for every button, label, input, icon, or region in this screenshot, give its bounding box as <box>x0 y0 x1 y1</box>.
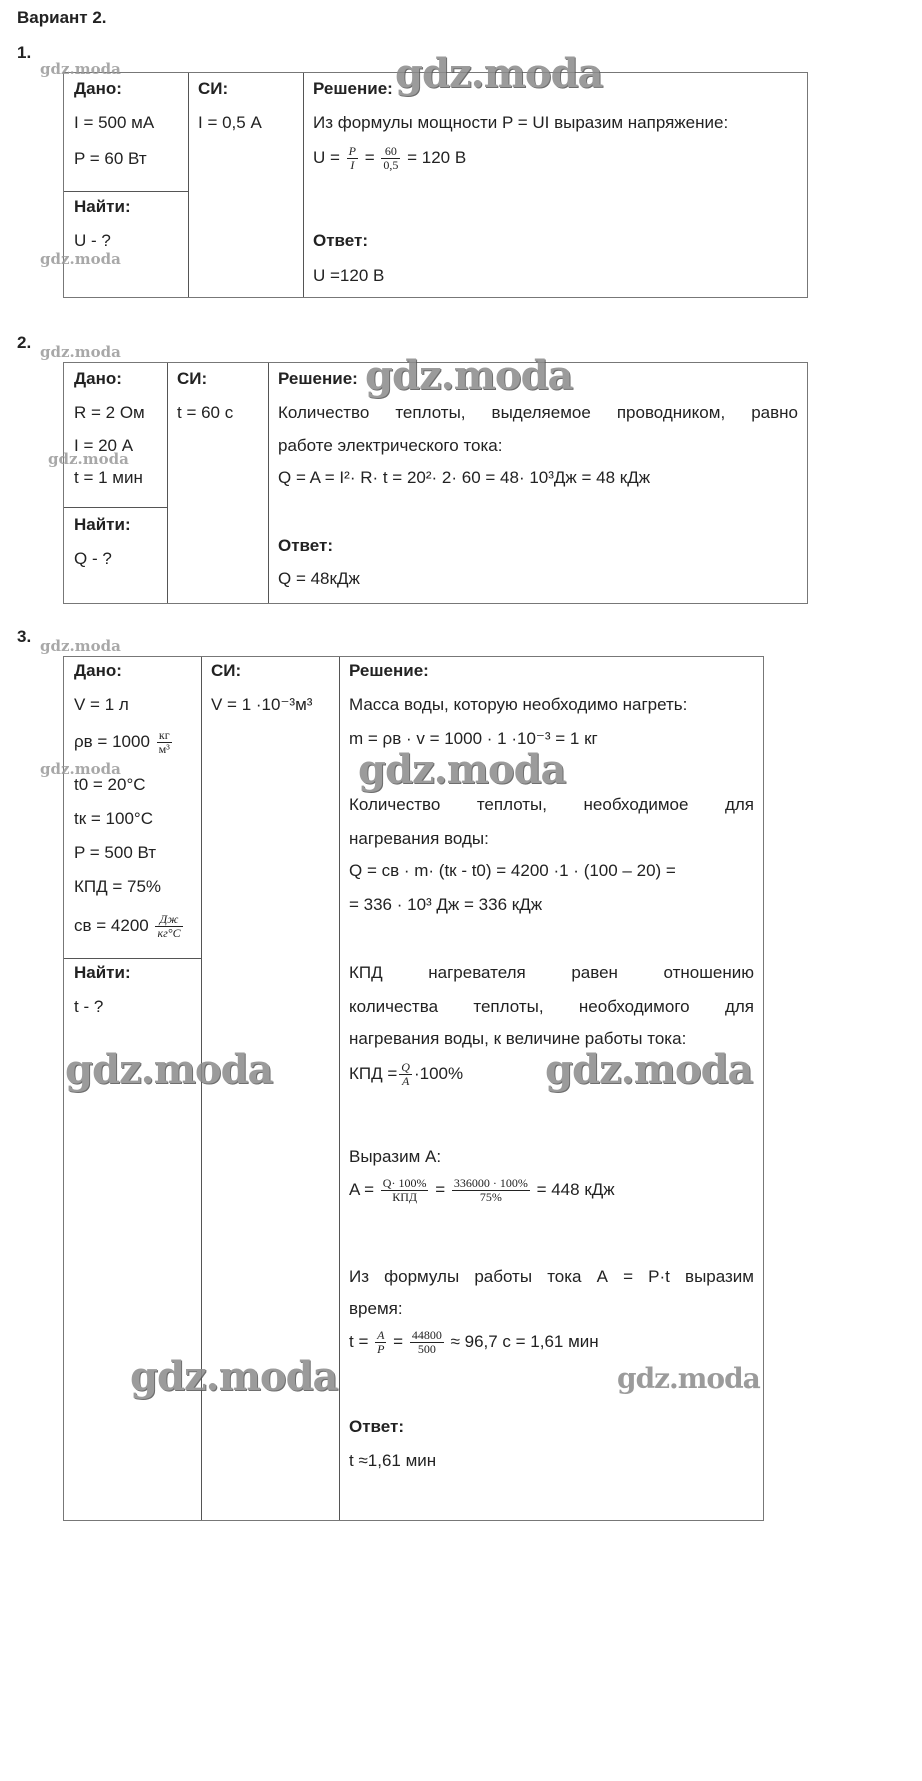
answer-heading: Ответ: <box>349 1417 404 1436</box>
page-title: Вариант 2. <box>17 8 107 27</box>
formula: U = $\frac{P}{I}$ = $\frac{60}{0,5}$ = 120 В <box>313 144 467 172</box>
watermark: gdz.moda <box>358 746 566 793</box>
solution-text: Масса воды, которую необходимо нагреть: <box>349 695 688 714</box>
answer-heading: Ответ: <box>313 231 368 250</box>
watermark: gdz.moda <box>48 450 129 468</box>
watermark: gdz.moda <box>617 1362 760 1395</box>
given-item: P = 500 Вт <box>74 843 157 862</box>
given-item: tк = 100°C <box>74 809 153 828</box>
solution-text: время: <box>349 1299 403 1318</box>
si-heading: СИ: <box>211 661 242 680</box>
given-item: t = 1 мин <box>74 468 143 487</box>
solution-text: нагревания воды, к величине работы тока: <box>349 1029 687 1048</box>
given-item: КПД = 75% <box>74 877 162 896</box>
solution-text: Количество теплоты, выделяемое проводником, равно <box>278 403 798 422</box>
given-item: I = 20 А <box>74 436 134 455</box>
watermark: gdz.moda <box>130 1353 338 1400</box>
given-item: cв = 4200 $\frac{Дж}{кг^\circ C}$ <box>74 912 181 940</box>
given-heading: Дано: <box>74 79 122 98</box>
solution-text: работе электрического тока: <box>278 436 503 455</box>
si-item: t = 60 с <box>177 403 234 422</box>
given-item: V = 1 л <box>74 695 129 714</box>
si-item: V = 1 ·10⁻³м³ <box>211 695 313 714</box>
answer: U =120 В <box>313 266 385 285</box>
formula: m = ρв · v = 1000 · 1 ·10⁻³ = 1 кг <box>349 729 598 748</box>
given-item: P = 60 Вт <box>74 149 147 168</box>
watermark: gdz.moda <box>395 50 603 97</box>
answer: Q = 48кДж <box>278 569 360 588</box>
formula: КПД = $\frac{Q}{A}$ ·100% <box>349 1060 464 1088</box>
given-heading: Дано: <box>74 369 122 388</box>
given-item: I = 500 мА <box>74 113 155 132</box>
si-item: I = 0,5 А <box>198 113 262 132</box>
solution-heading: Решение: <box>313 79 393 98</box>
solution-heading: Решение: <box>349 661 429 680</box>
watermark: gdz.moda <box>40 60 121 78</box>
find-item: Q - ? <box>74 549 112 568</box>
given-heading: Дано: <box>74 661 122 680</box>
given-item: R = 2 Ом <box>74 403 145 422</box>
find-item: t - ? <box>74 997 104 1016</box>
solution-text: Из формулы работы тока А = P·t выразим <box>349 1267 754 1286</box>
watermark: gdz.moda <box>365 352 573 399</box>
formula: t = $\frac{A}{P}$ = $\frac{44800}{500}$ ≈ 96,7 с = 1,61 мин <box>349 1328 599 1356</box>
formula: = 336 · 10³ Дж = 336 кДж <box>349 895 543 914</box>
problem-number: 3. <box>17 627 32 646</box>
find-heading: Найти: <box>74 963 131 982</box>
watermark: gdz.moda <box>545 1046 753 1093</box>
watermark: gdz.moda <box>40 250 121 268</box>
solution-text: количества теплоты, необходимого для <box>349 997 754 1016</box>
answer-heading: Ответ: <box>278 536 333 555</box>
problem-number: 2. <box>17 333 32 352</box>
problem-number: 1. <box>17 43 32 62</box>
solution-heading: Решение: <box>278 369 358 388</box>
solution-text: нагревания воды: <box>349 829 489 848</box>
solution-text: Из формулы мощности P = UI выразим напряжение: <box>313 113 729 132</box>
watermark: gdz.moda <box>65 1046 273 1093</box>
find-heading: Найти: <box>74 515 131 534</box>
given-item: t0 = 20°C <box>74 775 146 794</box>
solution-text: Количество теплоты, необходимое для <box>349 795 754 814</box>
watermark: gdz.moda <box>40 637 121 655</box>
formula: A = $\frac{Q\cdot 100\%}{\text{КПД}}$ = $\frac{336000 \cdot 100\%}{75\%}$ = 448 кДж <box>349 1176 615 1204</box>
solution-text: Выразим А: <box>349 1147 442 1166</box>
formula: Q = A = I²· R· t = 20²· 2· 60 = 48· 10³Дж = 48 кДж <box>278 468 651 487</box>
si-heading: СИ: <box>177 369 208 388</box>
watermark: gdz.moda <box>40 343 121 361</box>
watermark: gdz.moda <box>40 760 121 778</box>
answer: t ≈1,61 мин <box>349 1451 437 1470</box>
solution-text: КПД нагревателя равен отношению <box>349 963 754 982</box>
find-item: U - ? <box>74 231 111 250</box>
problem-1-table <box>63 72 808 298</box>
si-heading: СИ: <box>198 79 229 98</box>
formula: Q = cв · m· (tк - t0) = 4200 ·1 · (100 – 20) = <box>349 861 676 880</box>
given-item: ρв = 1000 $\frac{кг}{\text{м³}}$ <box>74 728 170 756</box>
find-heading: Найти: <box>74 197 131 216</box>
